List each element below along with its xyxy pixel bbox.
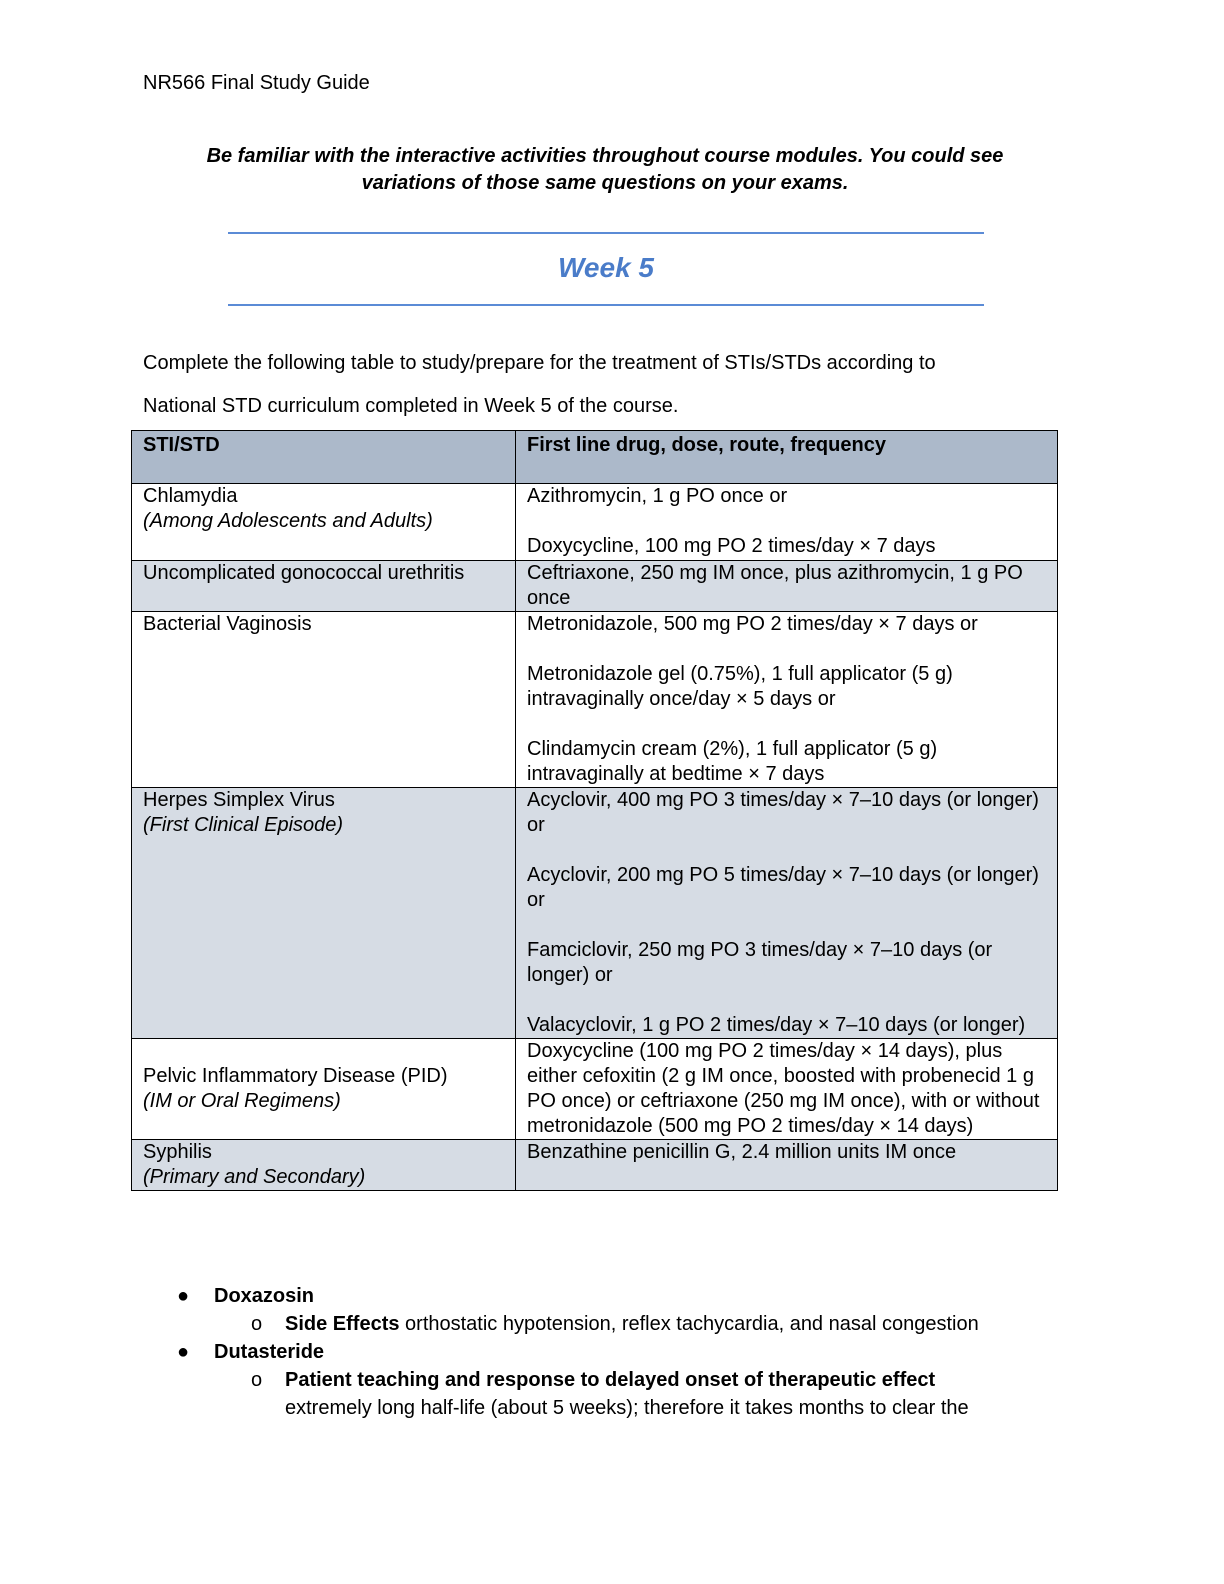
subitem-label: Patient teaching and response to delayed onset of therapeutic effect	[285, 1369, 936, 1391]
table-row	[132, 1140, 1058, 1191]
treatment-option: Azithromycin, 1 g PO once or	[527, 485, 788, 507]
column-header-treatment: First line drug, dose, route, frequency	[516, 431, 1058, 484]
notice-line: Be familiar with the interactive activities throughout course modules. You could see	[206, 145, 1004, 167]
treatment-option: Doxycycline (100 mg PO 2 times/day × 14 days), plus either cefoxitin (2 g IM once, boosted with probenecid 1 g PO once) or ceftriaxone (250 mg IM once), with or without metronidazole (500 mg PO 2 times/day × 14 days)	[527, 1040, 1040, 1137]
column-header-sti: STI/STD	[132, 431, 516, 484]
treatment-option: Metronidazole, 500 mg PO 2 times/day × 7 days or	[527, 613, 978, 635]
bullet-icon: ●	[177, 1285, 190, 1307]
list-item	[143, 1282, 1103, 1310]
drug-name: Dutasteride	[214, 1341, 325, 1363]
sti-treatment-table	[131, 430, 1058, 1191]
sti-name: Uncomplicated gonococcal urethritis	[143, 562, 465, 584]
treatment-cell	[516, 1039, 1058, 1140]
bullet-icon: ●	[177, 1341, 190, 1363]
sti-subtitle: (IM or Oral Regimens)	[143, 1090, 341, 1112]
list-subitem	[143, 1310, 1103, 1338]
table-row	[132, 561, 1058, 612]
subitem-text: orthostatic hypotension, reflex tachycardia, and nasal congestion	[399, 1313, 979, 1335]
intro-paragraph	[143, 342, 1083, 428]
sti-name-cell	[132, 612, 516, 788]
treatment-option: Famciclovir, 250 mg PO 3 times/day × 7–10 days (or longer) or	[527, 939, 993, 986]
intro-line: National STD curriculum completed in Week 5 of the course.	[143, 395, 679, 417]
table-header-row	[132, 431, 1058, 484]
drug-name: Doxazosin	[214, 1285, 315, 1307]
sti-name: Bacterial Vaginosis	[143, 613, 312, 635]
sti-name: Chlamydia	[143, 485, 238, 507]
drug-notes-list	[143, 1282, 1103, 1422]
table-row	[132, 788, 1058, 1039]
treatment-option: Clindamycin cream (2%), 1 full applicator (5 g) intravaginally at bedtime × 7 days	[527, 738, 938, 785]
page-header: NR566 Final Study Guide	[143, 72, 370, 94]
treatment-cell	[516, 1140, 1058, 1191]
table-row	[132, 612, 1058, 788]
sub-bullet-icon: o	[251, 1369, 263, 1391]
list-subitem	[143, 1366, 1103, 1422]
list-item	[143, 1338, 1103, 1366]
notice	[130, 143, 1080, 197]
week-title: Week 5	[558, 252, 654, 283]
sti-name-cell	[132, 1039, 516, 1140]
treatment-option: Doxycycline, 100 mg PO 2 times/day × 7 days	[527, 535, 936, 557]
divider-bottom	[228, 304, 984, 306]
subitem-label: Side Effects	[285, 1313, 400, 1335]
treatment-cell	[516, 484, 1058, 561]
table-row	[132, 1039, 1058, 1140]
sti-name-cell	[132, 561, 516, 612]
treatment-cell	[516, 788, 1058, 1039]
sti-name: Pelvic Inflammatory Disease (PID)	[143, 1065, 448, 1087]
treatment-option: Metronidazole gel (0.75%), 1 full applicator (5 g) intravaginally once/day × 5 days or	[527, 663, 953, 710]
sti-subtitle: (First Clinical Episode)	[143, 814, 344, 836]
intro-line: Complete the following table to study/prepare for the treatment of STIs/STDs according to	[143, 352, 936, 374]
sti-name-cell	[132, 484, 516, 561]
treatment-cell	[516, 561, 1058, 612]
sti-subtitle: (Among Adolescents and Adults)	[143, 510, 433, 532]
treatment-option: Benzathine penicillin G, 2.4 million units IM once	[527, 1141, 957, 1163]
sti-name: Syphilis	[143, 1141, 212, 1163]
sub-bullet-icon: o	[251, 1313, 263, 1335]
treatment-option: Ceftriaxone, 250 mg IM once, plus azithromycin, 1 g PO once	[527, 562, 1023, 609]
sti-name: Herpes Simplex Virus	[143, 789, 335, 811]
divider-top	[228, 232, 984, 234]
table-row	[132, 484, 1058, 561]
treatment-cell	[516, 612, 1058, 788]
treatment-option: Acyclovir, 200 mg PO 5 times/day × 7–10 days (or longer) or	[527, 864, 1039, 911]
treatment-option: Acyclovir, 400 mg PO 3 times/day × 7–10 days (or longer) or	[527, 789, 1039, 836]
notice-line: variations of those same questions on your exams.	[361, 172, 849, 194]
sti-subtitle: (Primary and Secondary)	[143, 1166, 366, 1188]
sti-name-cell	[132, 788, 516, 1039]
sti-name-cell	[132, 1140, 516, 1191]
subitem-text: extremely long half-life (about 5 weeks); therefore it takes months to clear the	[285, 1397, 969, 1419]
treatment-option: Valacyclovir, 1 g PO 2 times/day × 7–10 days (or longer)	[527, 1014, 1026, 1036]
